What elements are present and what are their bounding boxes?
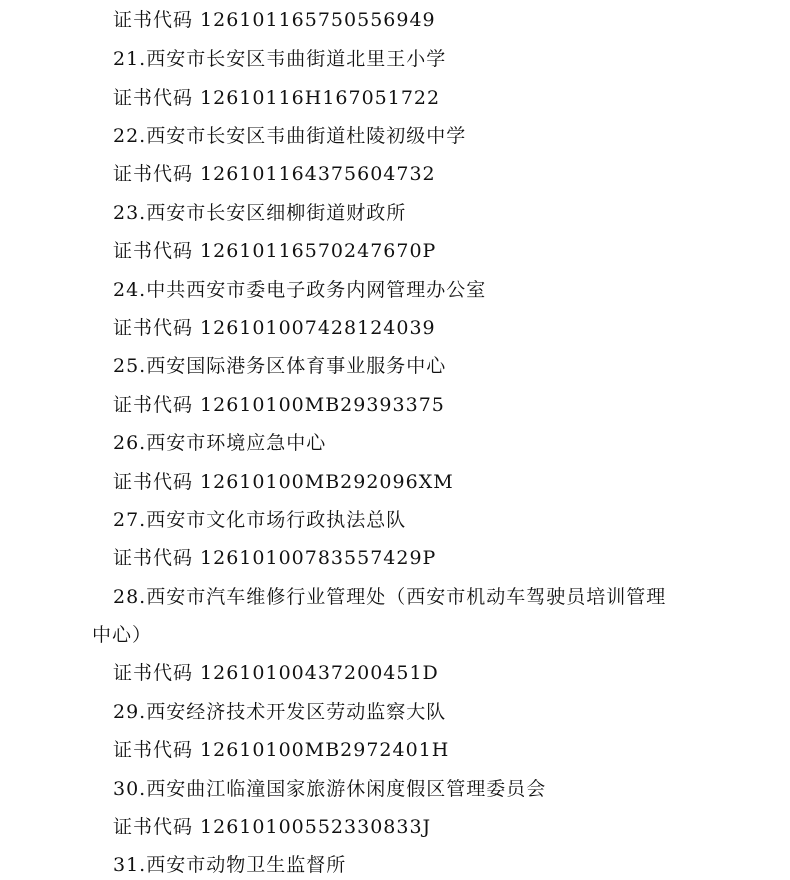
certificate-code-line: 证书代码 126101164375604732 — [113, 163, 436, 185]
list-item-28: 28.西安市汽车维修行业管理处（西安市机动车驾驶员培训管理 — [113, 586, 667, 608]
list-item-26: 26.西安市环境应急中心 — [113, 432, 327, 454]
certificate-code-line: 证书代码 12610100552330833J — [113, 816, 432, 838]
certificate-code-line: 证书代码 126101165750556949 — [113, 9, 436, 31]
list-item-24: 24.中共西安市委电子政务内网管理办公室 — [113, 279, 487, 301]
list-item-23: 23.西安市长安区细柳街道财政所 — [113, 202, 407, 224]
list-item-29: 29.西安经济技术开发区劳动监察大队 — [113, 701, 447, 723]
list-item-30: 30.西安曲江临潼国家旅游休闲度假区管理委员会 — [113, 778, 547, 800]
list-item-28-continuation: 中心） — [92, 624, 153, 646]
certificate-code-line: 证书代码 12610116H167051722 — [113, 87, 441, 109]
list-item-27: 27.西安市文化市场行政执法总队 — [113, 509, 407, 531]
certificate-code-line: 证书代码 12610100MB2972401H — [113, 739, 450, 761]
certificate-code-line: 证书代码 12610116570247670P — [113, 240, 437, 262]
certificate-code-line: 证书代码 12610100MB292096XM — [113, 471, 454, 493]
list-item-22: 22.西安市长安区韦曲街道杜陵初级中学 — [113, 125, 467, 147]
certificate-code-line: 证书代码 12610100783557429P — [113, 547, 437, 569]
list-item-31: 31.西安市动物卫生监督所 — [113, 854, 347, 876]
certificate-code-line: 证书代码 12610100437200451D — [113, 662, 439, 684]
list-item-25: 25.西安国际港务区体育事业服务中心 — [113, 355, 447, 377]
certificate-code-line: 证书代码 12610100MB29393375 — [113, 394, 445, 416]
certificate-code-line: 证书代码 126101007428124039 — [113, 317, 436, 339]
list-item-21: 21.西安市长安区韦曲街道北里王小学 — [113, 48, 447, 70]
